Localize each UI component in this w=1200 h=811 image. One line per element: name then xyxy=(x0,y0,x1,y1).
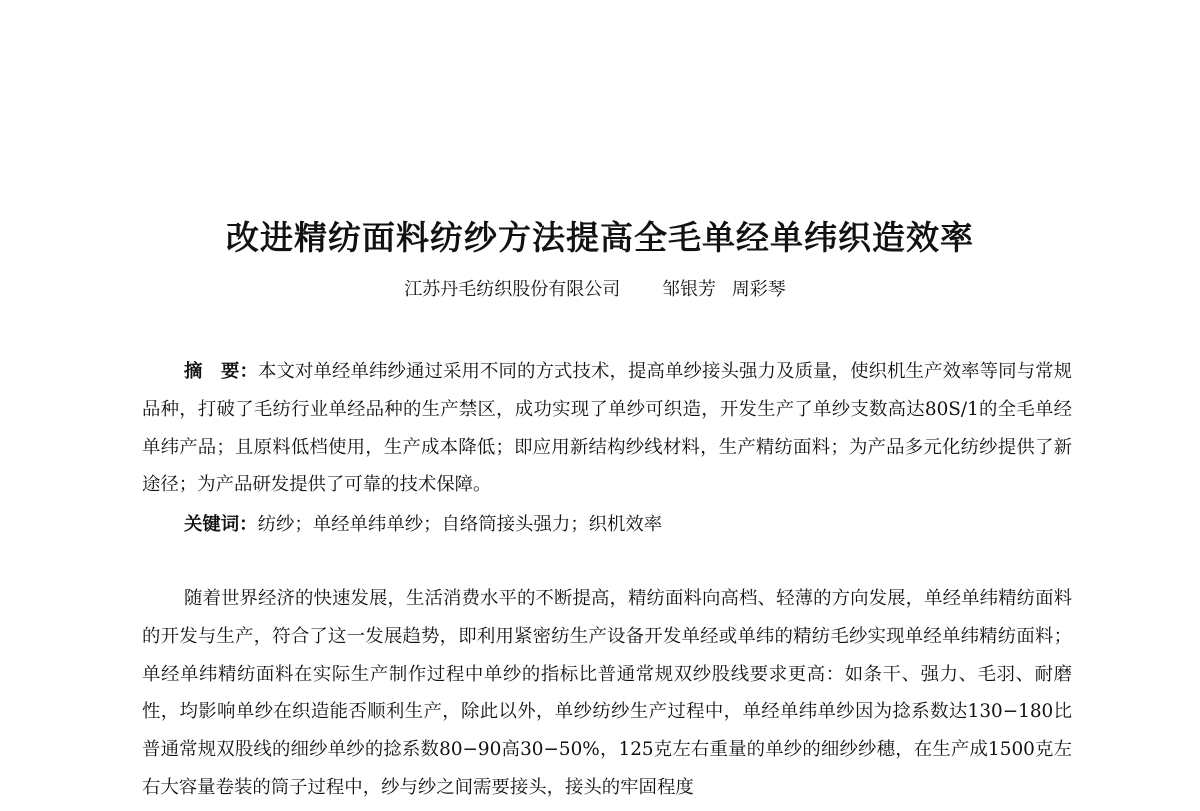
keywords-label: 关键词： xyxy=(184,514,258,535)
author-name: 周彩琴 xyxy=(731,279,786,300)
abstract-label: 摘 要： xyxy=(184,361,259,382)
abstract-text: 本文对单经单纬纱通过采用不同的方式技术，提高单纱接头强力及质量，使织机生产效率等同与常规品种，打破了毛纺行业单经品种的生产禁区，成功实现了单纱可织造，开发生产了单纱支数高达80S/1的全毛单经单纬产品；且原料低档使用，生产成本降低；即应用新结构纱线材料，生产精纺面料；为产品多元化纺纱提供了新途径；为产品研发提供了可靠的技术保障。 xyxy=(142,361,1072,496)
keywords-line xyxy=(184,506,1072,544)
author-name: 邹银芳 xyxy=(662,279,716,300)
byline xyxy=(0,275,1200,305)
article-title: 改进精纺面料纺纱方法提高全毛单经单纬织造效率 xyxy=(226,218,974,257)
affiliation: 江苏丹毛纺织股份有限公司 xyxy=(404,279,621,300)
keywords-text: 纺纱；单经单纬单纱；自络筒接头强力；织机效率 xyxy=(257,514,663,535)
body-paragraph: 随着世界经济的快速发展，生活消费水平的不断提高，精纺面料向高档、轻薄的方向发展，单经单纬精纺面料的开发与生产，符合了这一发展趋势，即利用紧密纺生产设备开发单经或单纬的精纺毛纱实现单经单纬精纺面料；单经单纬精纺面料在实际生产制作过程中单纱的指标比普通常规双纱股线要求更高：如条干、强力、毛羽、耐磨性，均影响单纱在织造能否顺利生产，除此以外，单纱纺纱生产过程中，单经单纬单纱因为捻系数达130−180比普通常规双股线的细纱单纱的捻系数80−90高30−50%，125克左右重量的单纱的细纱纱穗，在生产成1500克左右大容量卷装的筒子过程中，纱与纱之间需要接头，接头的牢固程度 xyxy=(142,588,1072,798)
abstract-paragraph xyxy=(142,353,1072,504)
